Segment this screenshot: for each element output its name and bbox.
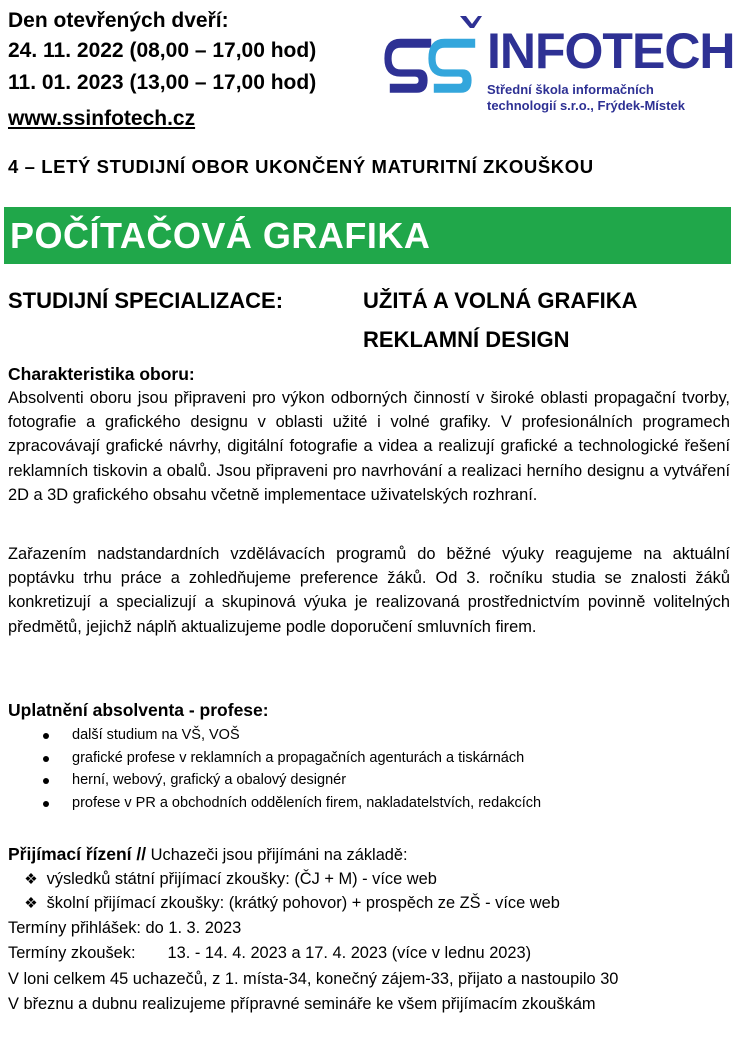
list-item: profese v PR a obchodních odděleních firem, nakladatelstvích, redakcích [30, 792, 541, 815]
application-deadline: Termíny přihlášek: do 1. 3. 2023 [8, 919, 242, 937]
specialization-label: STUDIJNÍ SPECIALIZACE: [8, 288, 284, 313]
bullet-icon [43, 756, 49, 762]
characteristics-paragraph-1: Absolventi oboru jsou připraveni pro výkon odborných činností v široké oblasti propagační tvorby, fotografie a grafického designu v oblasti užité i volné grafiky. V profesionálních programech zpracovávají grafické návrhy, digitální fotografie a videa a realizují grafické a technologické řešení reklamních tiskovin a obalů. Jsou připraveni pro navrhování a realizaci herního designu a vytváření 2D a 3D grafického obsahu včetně implementace uživatelských rozhraní. [8, 389, 730, 504]
program-banner [4, 207, 731, 264]
logo-name: INFOTECH [487, 23, 735, 79]
diamond-bullet-icon: ❖ [24, 871, 38, 888]
program-subtitle: 4 – LETÝ STUDIJNÍ OBOR UKONČENÝ MATURITNÍ ZKOUŠKOU [8, 156, 594, 177]
ss-logo-mark-icon [382, 14, 482, 114]
characteristics-heading: Charakteristika oboru: [8, 364, 195, 384]
open-day-date-2: 11. 01. 2023 (13,00 – 17,00 hod) [8, 71, 317, 94]
admission-intro: Uchazeči jsou přijímáni na základě: [146, 846, 408, 864]
logo-tagline-2: technologií s.r.o., Frýdek-Místek [487, 98, 685, 113]
open-day-date-1: 24. 11. 2022 (08,00 – 17,00 hod) [8, 39, 317, 62]
open-day-title: Den otevřených dveří: [8, 9, 229, 32]
specialization-value-1: UŽITÁ A VOLNÁ GRAFIKA [363, 288, 638, 313]
admission-stats: V loni celkem 45 uchazečů, z 1. místa-34, konečný zájem-33, přijato a nastoupilo 30 [8, 970, 619, 988]
exam-dates-line [8, 941, 531, 965]
preparatory-seminars: V březnu a dubnu realizujeme přípravné semináře ke všem přijímacím zkouškám [8, 995, 596, 1013]
list-item: grafické profese v reklamních a propagačních agenturách a tiskárnách [30, 747, 541, 770]
logo-tagline [487, 82, 685, 114]
admission-criterion-1: ❖ výsledků státní přijímací zkoušky: (ČJ + M) - více web [20, 867, 437, 892]
specialization-value-2: REKLAMNÍ DESIGN [363, 327, 570, 352]
logo-tagline-1: Střední škola informačních [487, 82, 654, 97]
bullet-icon [43, 801, 49, 807]
careers-heading: Uplatnění absolventa - profese: [8, 700, 269, 720]
school-logo [382, 14, 735, 124]
exam-dates-label: Termíny zkoušek: [8, 944, 136, 962]
website-link[interactable]: www.ssinfotech.cz [8, 107, 196, 130]
characteristics-paragraph-2: Zařazením nadstandardních vzdělávacích programů do běžné výuky reagujeme na aktuální poptávku trhu práce a zohledňujeme preference žáků. Od 3. ročníku studia se znalosti žáků konkretizují a specializují a skupinová výuka je realizovaná prostřednictvím povinně volitelných předmětů, jejichž náplň aktualizujeme podle doporučení smluvních firem. [8, 545, 730, 636]
diamond-bullet-icon: ❖ [24, 895, 38, 912]
admission-criterion-2: ❖ školní přijímací zkoušky: (krátký pohovor) + prospěch ze ZŠ - více web [20, 891, 560, 916]
bullet-icon [43, 733, 49, 739]
admission-intro-line [8, 842, 408, 867]
list-item: další studium na VŠ, VOŠ [30, 724, 541, 747]
careers-list [30, 724, 541, 814]
admission-heading: Přijímací řízení // [8, 844, 147, 864]
exam-dates-value: 13. - 14. 4. 2023 a 17. 4. 2023 (více v lednu 2023) [167, 944, 532, 962]
program-title: POČÍTAČOVÁ GRAFIKA [10, 215, 431, 256]
list-item: herní, webový, grafický a obalový designér [30, 769, 541, 792]
bullet-icon [43, 778, 49, 784]
